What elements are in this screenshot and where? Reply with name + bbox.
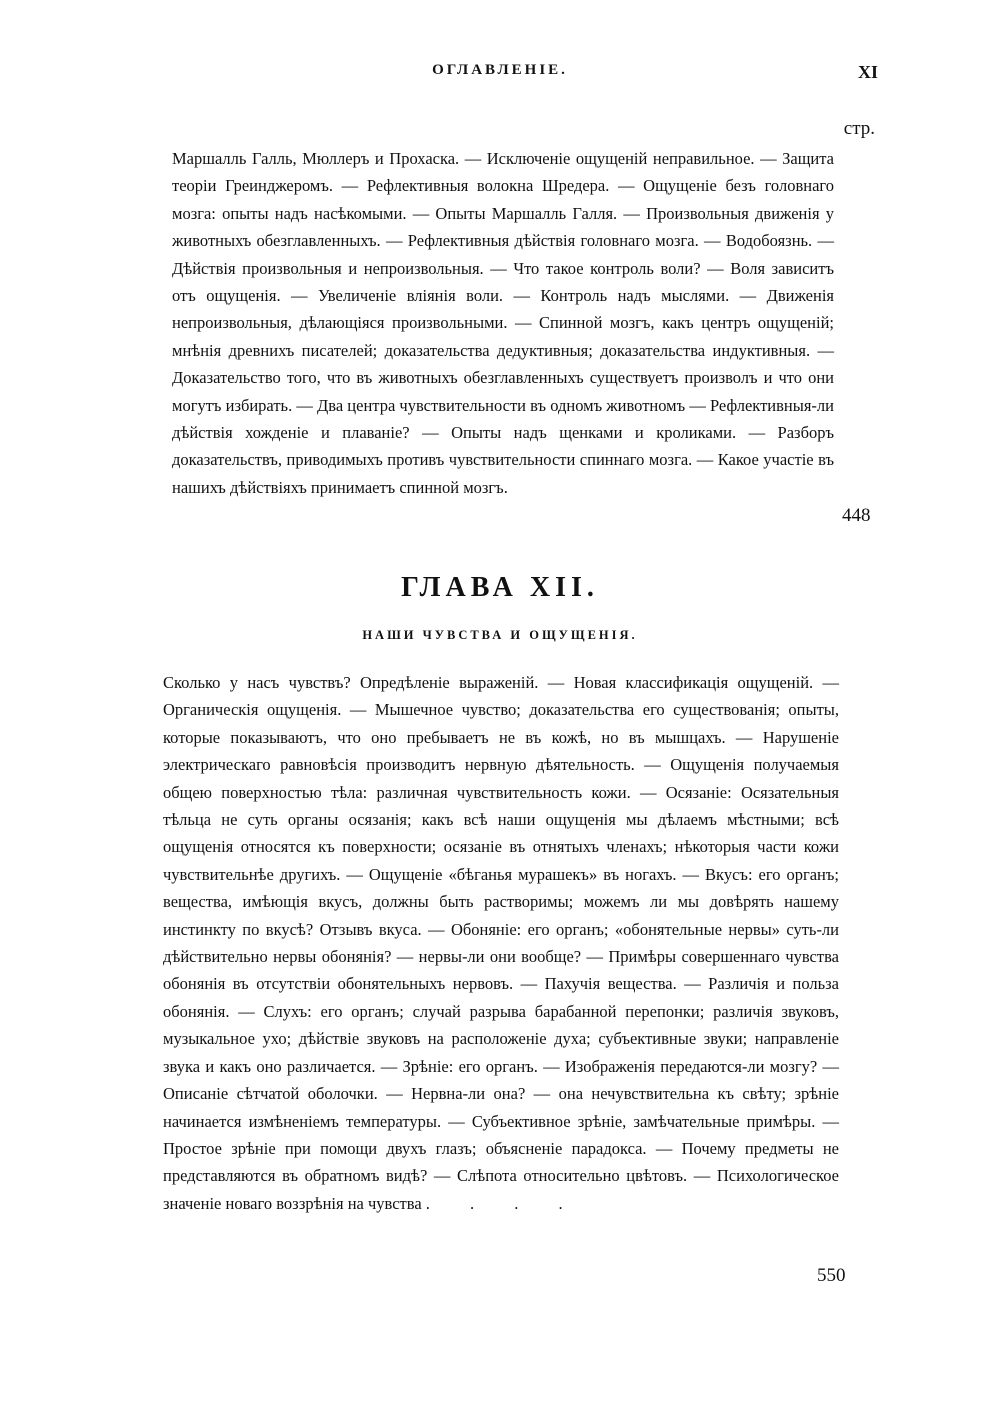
toc-entry-page-number: 550 — [817, 1265, 846, 1286]
chapter-subtitle: НАШИ ЧУВСТВА И ОЩУЩЕНІЯ. — [362, 628, 638, 642]
toc-entry-text: Сколько у насъ чувствъ? Опредѣленіе выраженій. — Новая классификація ощущеній. — Органическія ощущенія. — Мышечное чувство; доказательства его существованія; опыты, которые показываютъ, что оно пребываетъ не въ кожѣ, но въ мышцахъ. — Нарушеніе электрическаго равновѣсія производитъ нервную дѣятельность. — Ощущенія получаемыя общею поверхностью тѣла: различная чувствительность кожи. — Осязаніе: Осязательныя тѣльца не суть органы осязанія; какъ всѣ наши ощущенія мы дѣлаемъ мѣстными; всѣ ощущенія относятся къ поверхности; осязаніе въ отнятыхъ членахъ; нѣкоторыя части кожи чувствительнѣе другихъ. — Ощущеніе «бѣганья мурашекъ» въ ногахъ. — Вкусъ: его органъ; вещества, имѣющія вкусъ, должны быть растворимы; можемъ ли мы довѣрять нашему инстинкту по вкусѣ? Отзывъ вкуса. — Обоняніе: его органъ; «обонятельные нервы» суть-ли дѣйствительно нервы обонянія? — нервы-ли они вообще? — Примѣры совершеннаго чувства обонянія въ отсутствіи обонятельныхъ нервовъ. — Пахучія вещества. — Различія и польза обонянія. — Слухъ: его органъ; случай разрыва барабанной перепонки; различія звуковъ, музыкальное ухо; дѣйствіе звуковъ на расположеніе духа; субъективные звуки; направленіе звука и какъ оно различается. — Зрѣніе: его органъ. — Изображенія передаются-ли мозгу? — Описаніе сѣтчатой оболочки. — Нервна-ли она? — она нечувствительна къ свѣту; зрѣніе начинается измѣненіемъ температуры. — Субъективное зрѣніе, замѣчательные примѣры. — Простое зрѣніе при помощи двухъ глазъ; объясненіе парадокса. — Почему предметы не представляются въ обратномъ видѣ? — Слѣпота относительно цвѣтовъ. — Психологическое значеніе новаго воззрѣнія на чувства — [163, 673, 839, 1213]
running-title: ОГЛАВЛЕНІЕ. — [432, 62, 568, 78]
running-header — [0, 62, 1000, 86]
page-number: XI — [857, 62, 878, 82]
toc-entry-page-number: 448 — [842, 505, 871, 526]
toc-entry-chapter-11-summary — [172, 145, 834, 529]
toc-entry-text: Маршалль Галль, Мюллеръ и Прохаска. — Исключеніе ощущеній неправильное. — Защита теоріи Греинджеромъ. — Рефлективныя волокна Шредера. — Ощущеніе безъ головнаго мозга: опыты надъ насѣкомыми. — Опыты Маршалль Галля. — Произвольныя движенія у животныхъ обезглавленныхъ. — Рефлективныя дѣйствія головнаго мозга. — Водобоязнь. — Дѣйствія произвольныя и непроизвольныя. — Что такое контроль воли? — Воля зависитъ отъ ощущенія. — Увеличеніе вліянія воли. — Контроль надъ мыслями. — Движенія непроизвольныя, дѣлающіяся произвольными. — Спинной мозгъ, какъ центръ ощущеній; мнѣнія древнихъ писателей; доказательства дедуктивныя; доказательства индуктивныя. — Доказательство того, что въ животныхъ обезглавленныхъ существуетъ произволъ и что они могутъ избирать. — Два центра чувствительности въ одномъ животномъ — Рефлективныя-ли дѣйствія хожденіе и плаваніе? — Опыты надъ щенками и кроликами. — Разборъ доказательствъ, приводимыхъ противъ чувствительности спиннаго мозга. — Какое участіе въ нашихъ дѣйствіяхъ принимаетъ спинной мозгъ. — [172, 149, 834, 497]
leader-dots: . . . . — [425, 1193, 581, 1213]
toc-entry-chapter-12-summary — [163, 669, 839, 1279]
chapter-title: ГЛАВА XII. — [401, 572, 599, 603]
page-column-label: стр. — [843, 118, 875, 139]
